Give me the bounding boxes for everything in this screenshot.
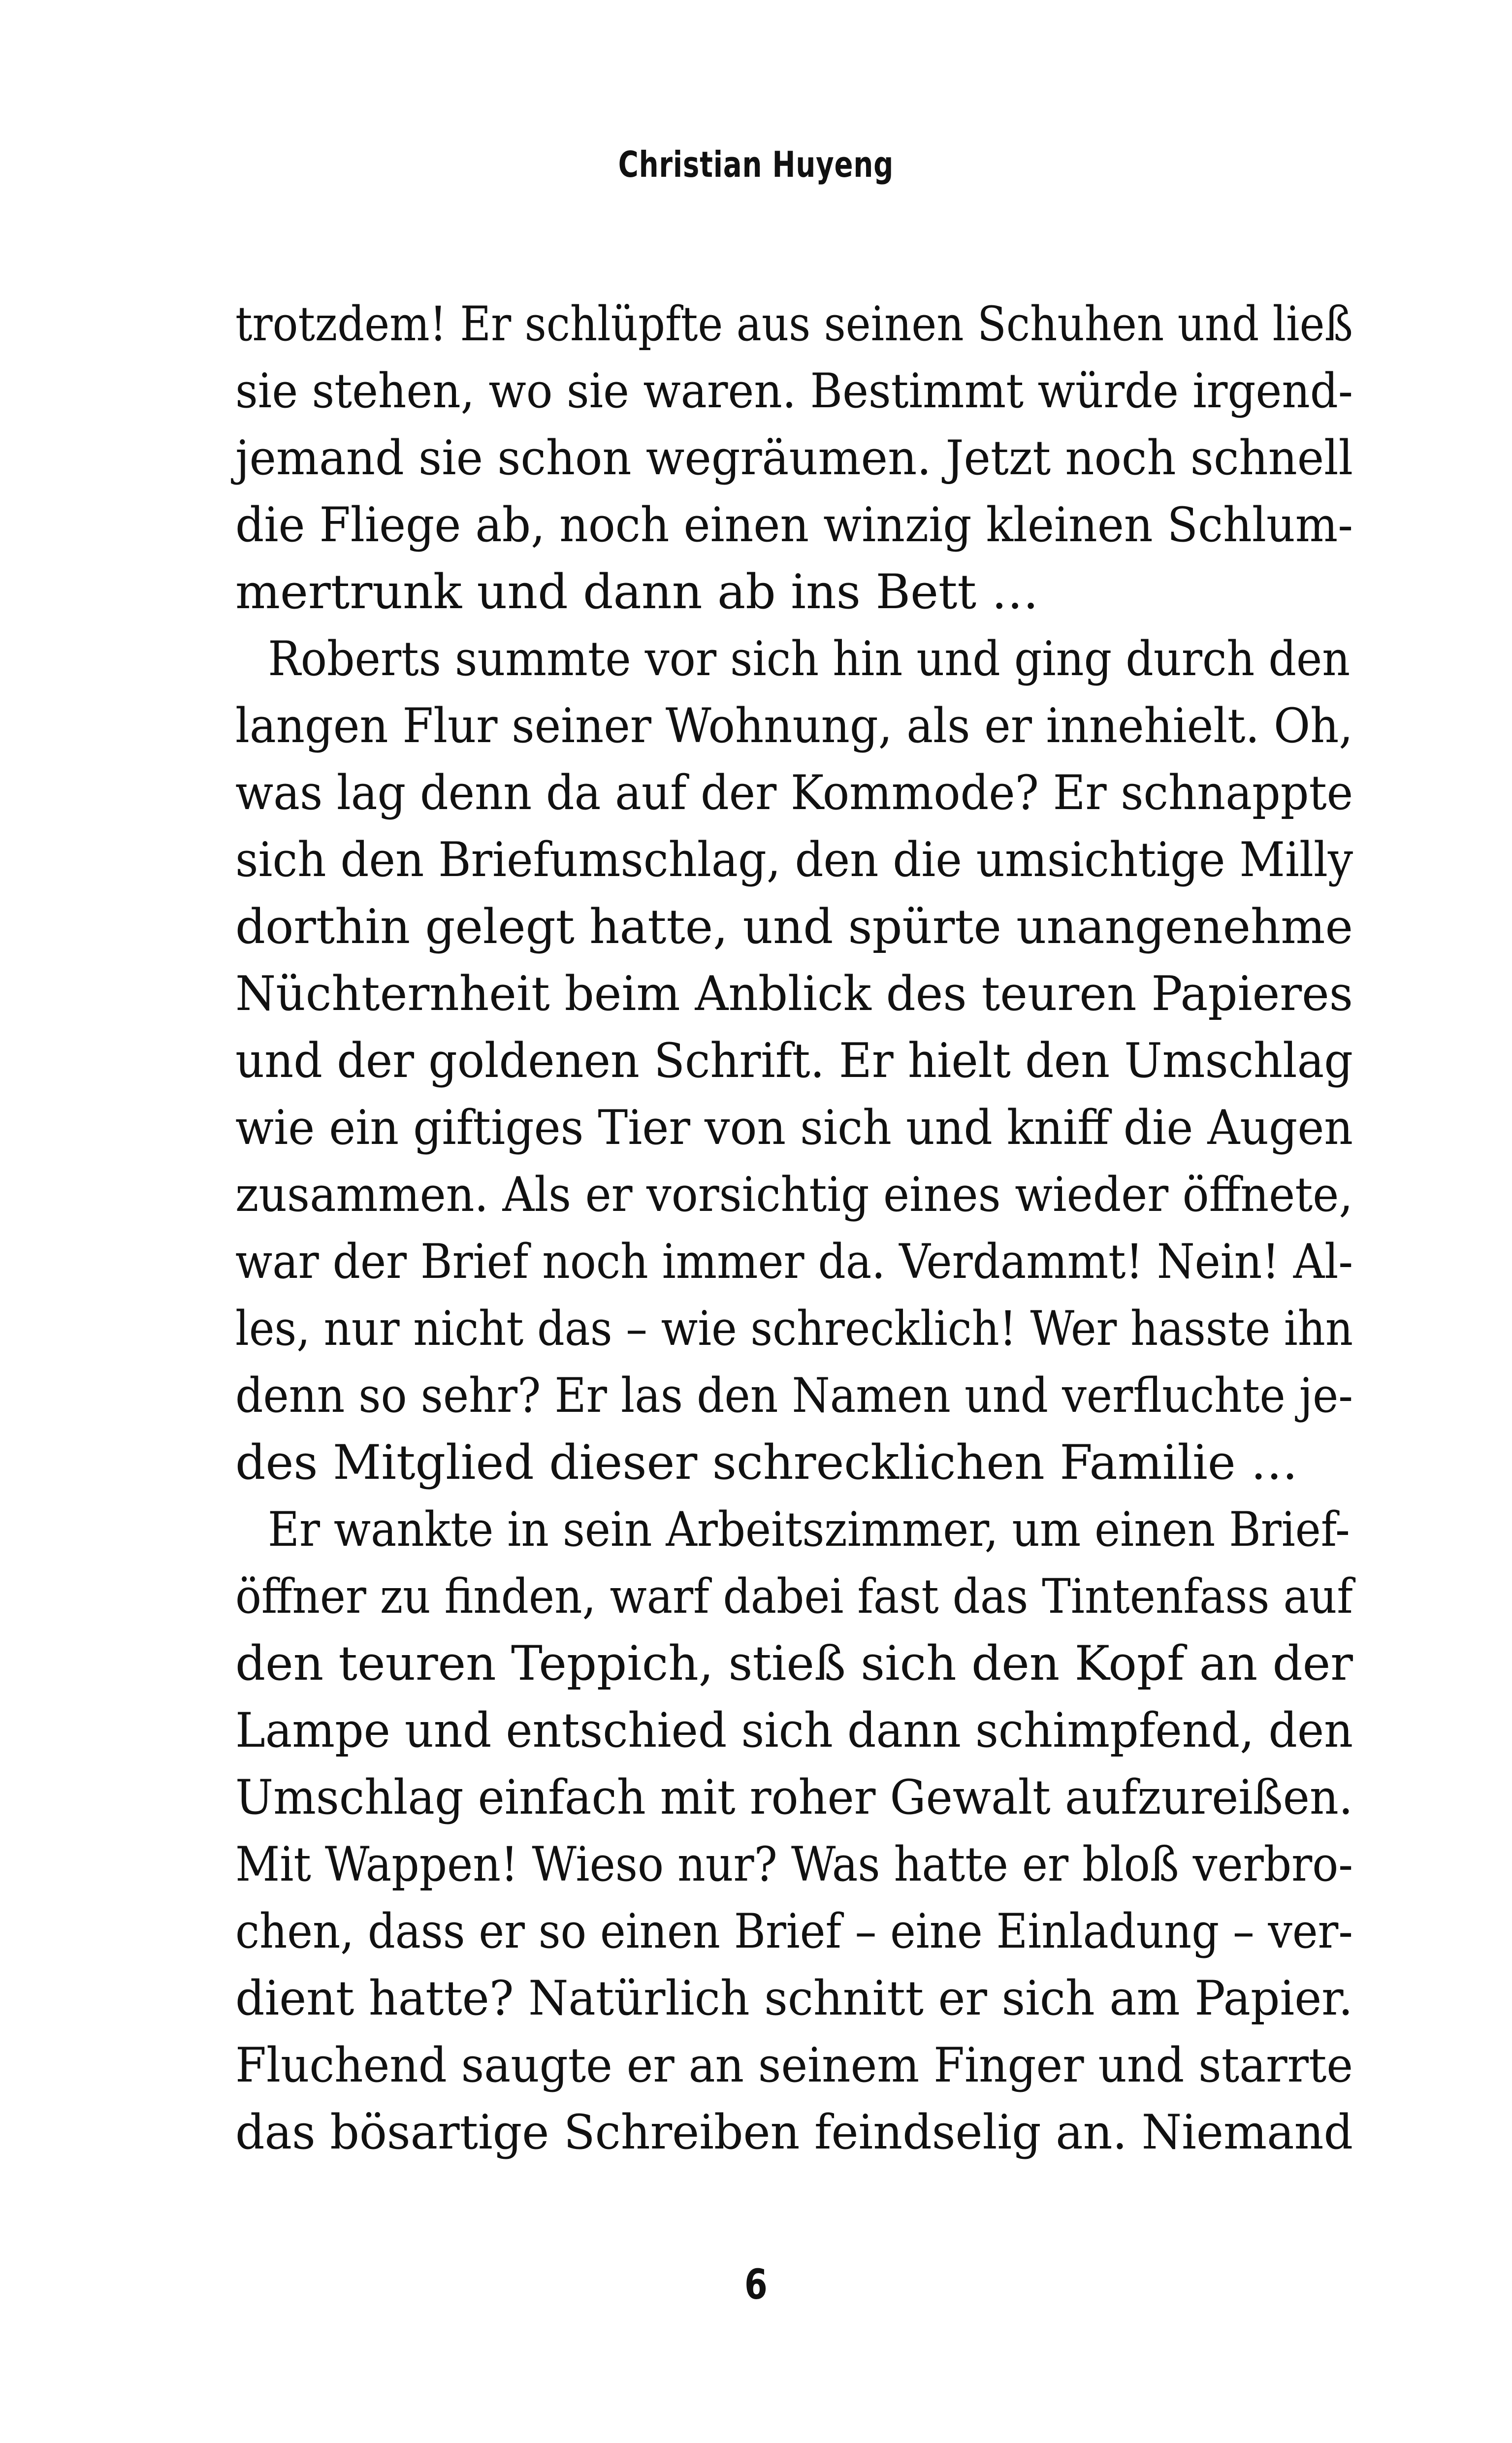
text-line: dient hatte? Natürlich schnitt er sich am Papier. — [235, 1971, 1353, 2026]
text-line: dorthin gelegt hatte, und spürte unangenehme — [235, 899, 1353, 954]
text-line: langen Flur seiner Wohnung, als er innehielt. Oh, — [235, 698, 1353, 753]
text-line: Roberts summte vor sich hin und ging durch den — [268, 631, 1351, 686]
text-line: jemand sie schon wegräumen. Jetzt noch schnell — [235, 430, 1353, 486]
text-line: und der goldenen Schrift. Er hielt den Umschlag — [235, 1033, 1353, 1088]
page-number: 6 — [744, 2260, 768, 2309]
text-line: die Fliege ab, noch einen winzig kleinen Schlum- — [235, 497, 1353, 553]
text-line: sich den Briefumschlag, den die umsichtige Milly — [235, 832, 1353, 887]
text-line: les, nur nicht das – wie schrecklich! Wer hasste ihn — [235, 1301, 1353, 1356]
text-line: Nüchternheit beim Anblick des teuren Papieres — [235, 966, 1353, 1021]
text-line: war der Brief noch immer da. Verdammt! Nein! Al- — [235, 1234, 1353, 1289]
text-line: wie ein giftiges Tier von sich und kniff die Augen — [235, 1100, 1353, 1155]
text-line: Mit Wappen! Wieso nur? Was hatte er bloß verbro- — [235, 1837, 1353, 1892]
text-line: öffner zu finden, warf dabei fast das Tintenfass auf — [235, 1569, 1353, 1624]
text-line: Umschlag einfach mit roher Gewalt aufzureißen. — [235, 1770, 1353, 1825]
text-line: trotzdem! Er schlüpfte aus seinen Schuhen und ließ — [235, 296, 1353, 352]
body-text — [235, 291, 1353, 2166]
text-line: mertrunk und dann ab ins Bett … — [235, 564, 1039, 619]
text-line: Er wankte in sein Arbeitszimmer, um einen Brief- — [267, 1502, 1350, 1557]
text-line: den teuren Teppich, stieß sich den Kopf an der — [235, 1636, 1353, 1691]
running-head: Christian Huyeng — [618, 144, 894, 185]
text-line: des Mitglied dieser schrecklichen Familie … — [235, 1435, 1298, 1490]
text-line: das bösartige Schreiben feindselig an. Niemand — [235, 2105, 1353, 2160]
text-line: was lag denn da auf der Kommode? Er schnappte — [235, 765, 1353, 820]
text-line: sie stehen, wo sie waren. Bestimmt würde irgend- — [235, 363, 1353, 419]
text-line: zusammen. Als er vorsichtig eines wieder öffnete, — [235, 1167, 1353, 1222]
text-line: Lampe und entschied sich dann schimpfend, den — [235, 1703, 1353, 1758]
text-line: Fluchend saugte er an seinem Finger und starrte — [235, 2038, 1353, 2093]
text-line: denn so sehr? Er las den Namen und verfluchte je- — [235, 1368, 1353, 1423]
text-line: chen, dass er so einen Brief – eine Einladung – ver- — [235, 1904, 1353, 1959]
